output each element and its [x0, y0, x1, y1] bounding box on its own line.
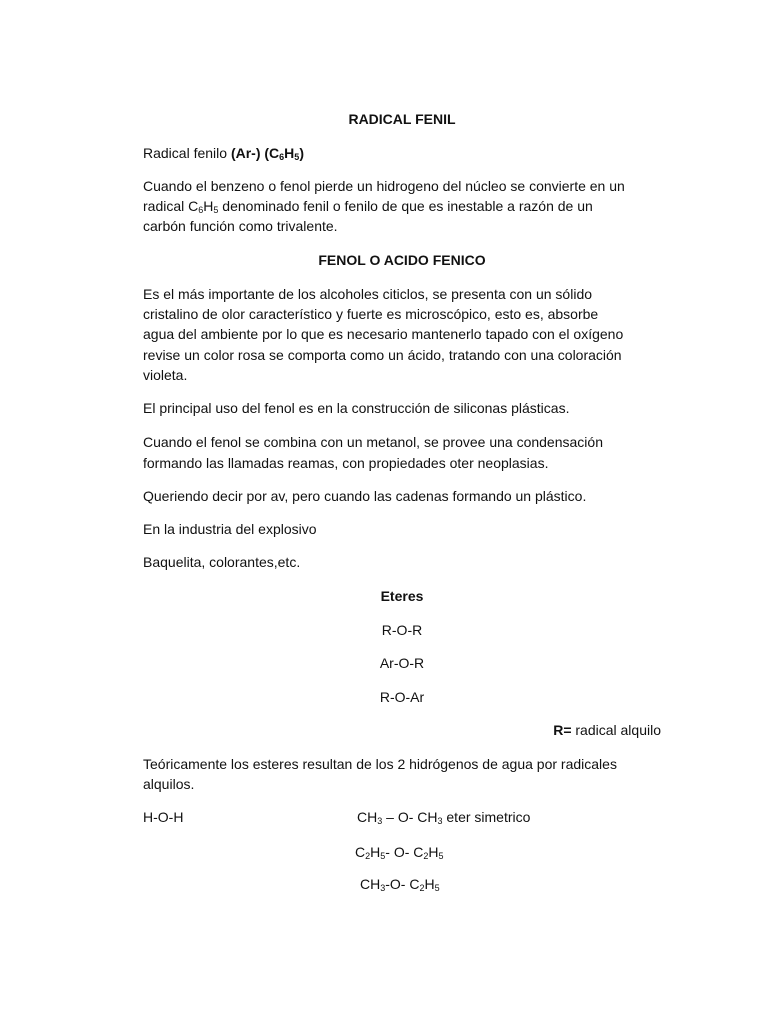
formula-subscript: 6	[198, 205, 204, 215]
radical-fenilo-line	[143, 143, 661, 163]
formula-part: (Ar-) (C	[230, 145, 280, 161]
formula-h-o-h: H-O-H	[143, 809, 184, 825]
formula-subscript: 2	[423, 851, 429, 861]
text-part: H	[203, 198, 214, 214]
para-fenol-line: Es el más importante de los alcoholes citiclos, se presenta con un sólido	[143, 286, 593, 302]
para-teoricamente-line: Teóricamente los esteres resultan de los 2 hidrógenos de agua por radicales	[143, 756, 617, 772]
para-benzeno-line-3: carbón función como trivalente.	[143, 218, 338, 234]
para-fenol-line: agua del ambiente por lo que es necesario mantenerlo tapado con el oxígeno	[143, 326, 624, 342]
para-queriendo: Queriendo decir por av, pero cuando las cadenas formando un plástico.	[143, 488, 587, 504]
title-fenol-acido-fenico: FENOL O ACIDO FENICO	[318, 252, 486, 268]
radical-fenilo-formula	[231, 145, 304, 161]
formula-part: CH	[357, 809, 378, 825]
formula-subscript: 2	[365, 851, 371, 861]
para-benzeno-line-2	[143, 196, 661, 216]
para-condensacion-line: formando las llamadas reamas, con propiedades oter neoplasias.	[143, 455, 549, 471]
formula-subscript: 3	[380, 883, 386, 893]
formula-r-o-r: R-O-R	[381, 622, 423, 638]
formula-subscript: 5	[213, 205, 219, 215]
title-radical-fenil: RADICAL FENIL	[348, 111, 456, 127]
formula-part: H	[370, 844, 381, 860]
ether-diethyl-formula	[355, 842, 444, 862]
formula-subscript: 3	[437, 816, 443, 826]
formula-part: H	[428, 844, 439, 860]
para-uso-fenol: El principal uso del fenol es en la construcción de siliconas plásticas.	[143, 400, 570, 416]
formula-part: eter simetrico	[442, 809, 531, 825]
r-label: R=	[553, 722, 572, 738]
formula-ar-o-r: Ar-O-R	[379, 655, 425, 671]
text-part: denominado fenil o fenilo de que es inestable a razón de un	[218, 198, 593, 214]
para-condensacion-line: Cuando el fenol se combina con un metanol, se provee una condensación	[143, 434, 603, 450]
ether-simetrico-formula	[357, 807, 530, 827]
para-fenol-line: violeta.	[143, 367, 188, 383]
para-industria: En la industria del explosivo	[143, 521, 317, 537]
formula-subscript: 5	[438, 851, 444, 861]
formula-part: C	[355, 844, 366, 860]
formula-part: )	[299, 145, 304, 161]
formula-subscript: 6	[279, 152, 285, 162]
formula-subscript: 5	[434, 883, 440, 893]
radical-fenilo-prefix: Radical fenilo	[143, 145, 231, 161]
formula-part: – O- CH	[382, 809, 438, 825]
para-fenol-line: cristalino de olor característico y fuerte es microscópico, esto es, absorbe	[143, 306, 599, 322]
formula-subscript: 5	[294, 152, 300, 162]
para-fenol-line: revise un color rosa se comporta como un ácido, tratando con una coloración	[143, 347, 622, 363]
formula-subscript: 5	[380, 851, 386, 861]
formula-part: -O- C	[385, 876, 420, 892]
para-benzeno-line-1: Cuando el benzeno o fenol pierde un hidrogeno del núcleo se convierte en un	[143, 178, 625, 194]
r-description: radical alquilo	[571, 722, 661, 738]
ether-methyl-ethyl-formula	[360, 874, 440, 894]
formula-subscript: 2	[419, 883, 425, 893]
para-baquelita: Baquelita, colorantes,etc.	[143, 554, 301, 570]
r-radical-note	[143, 720, 661, 740]
para-teoricamente-line: alquilos.	[143, 776, 195, 792]
formula-r-o-ar: R-O-Ar	[379, 689, 425, 705]
formula-part: H	[424, 876, 435, 892]
formula-subscript: 3	[377, 816, 383, 826]
formula-part: H	[284, 145, 295, 161]
title-eteres: Eteres	[380, 588, 424, 604]
formula-part: - O- C	[385, 844, 424, 860]
formula-part: CH	[360, 876, 381, 892]
text-part: radical C	[143, 198, 199, 214]
